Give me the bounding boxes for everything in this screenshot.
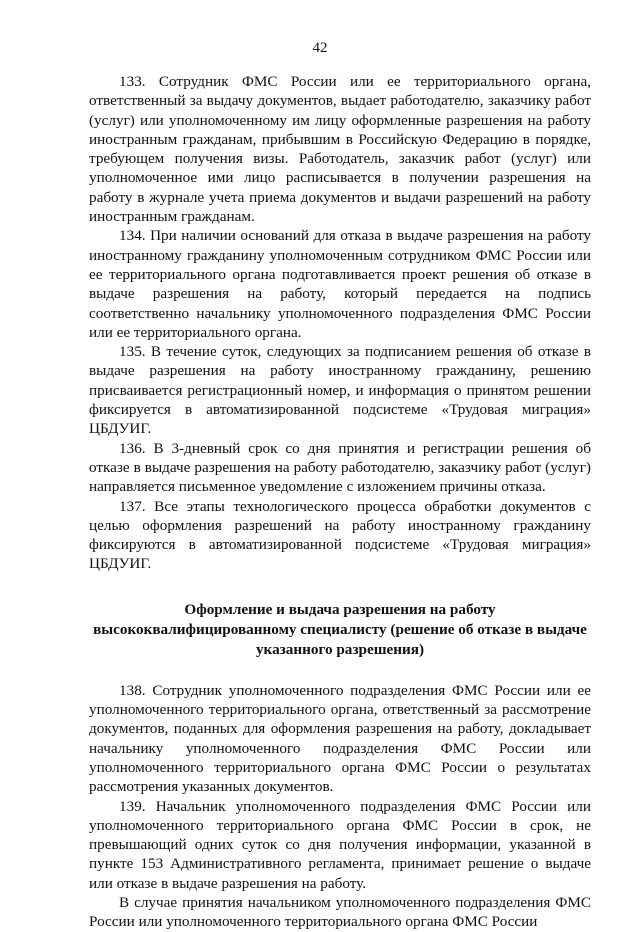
paragraph-136: 136. В 3-дневный срок со дня принятия и регистрации решения об отказе в выдаче разрешения на работу работодателю, заказчику работ (услуг) направляется письменное уведомление с изложением причины отказа.	[89, 439, 591, 496]
page-number: 42	[312, 40, 328, 56]
paragraph-135: 135. В течение суток, следующих за подписанием решения об отказе в выдаче разрешения на работу иностранному гражданину, решению присваивается регистрационный номер, и информация о принятом решении фиксируется в автоматизированной подсистеме «Трудовая миграция» ЦБДУИГ.	[89, 343, 591, 438]
paragraph-138: 138. Сотрудник уполномоченного подразделения ФМС России или ее уполномоченного территориального органа, ответственный за рассмотрение документов, поданных для оформления разрешения на работу, докладывает начальнику уполномоченного подразделения ФМС России или уполномоченного территориального органа ФМС России о результатах рассмотрения указанных документов.	[89, 681, 591, 796]
section-heading-line: указанного разрешения)	[255, 640, 425, 658]
paragraph-134: 134. При наличии оснований для отказа в выдаче разрешения на работу иностранному гражданину уполномоченным сотрудником ФМС России или ее территориального органа подготавливается проект решения об отказе в выдаче разрешения на работу, который передается на подпись соответственно начальнику уполномоченного подразделения ФМС России или ее территориального органа.	[89, 227, 591, 341]
section-heading-line: высококвалифицированному специалисту (решение об отказе в выдаче	[93, 620, 587, 638]
document-body	[89, 72, 591, 932]
section-heading	[89, 600, 591, 660]
paragraph-continuation: В случае принятия начальником уполномоченного подразделения ФМС России или уполномоченного территориального органа ФМС России	[89, 893, 591, 931]
paragraph-133: 133. Сотрудник ФМС России или ее территориального органа, ответственный за выдачу документов, выдает работодателю, заказчику работ (услуг) или уполномоченному им лицу оформленные разрешения на работу иностранным гражданам, прибывшим в Российскую Федерацию в порядке, требующем получения визы. Работодатель, заказчик работ (услуг) или уполномоченное ими лицо расписывается в получении разрешения на работу в журнале учета приема документов и выдачи разрешений на работу иностранным гражданам.	[89, 73, 591, 226]
paragraph-137: 137. Все этапы технологического процесса обработки документов с целью оформления разрешений на работу иностранному гражданину фиксируются в автоматизированной подсистеме «Трудовая миграция» ЦБДУИГ.	[89, 497, 591, 573]
section-heading-line: Оформление и выдача разрешения на работу	[184, 600, 496, 618]
paragraph-139: 139. Начальник уполномоченного подразделения ФМС России или уполномоченного территориального органа ФМС России в срок, не превышающий одних суток со дня получения информации, указанной в пункте 153 Административного регламента, принимает решение о выдаче или отказе в выдаче разрешения на работу.	[89, 797, 591, 892]
